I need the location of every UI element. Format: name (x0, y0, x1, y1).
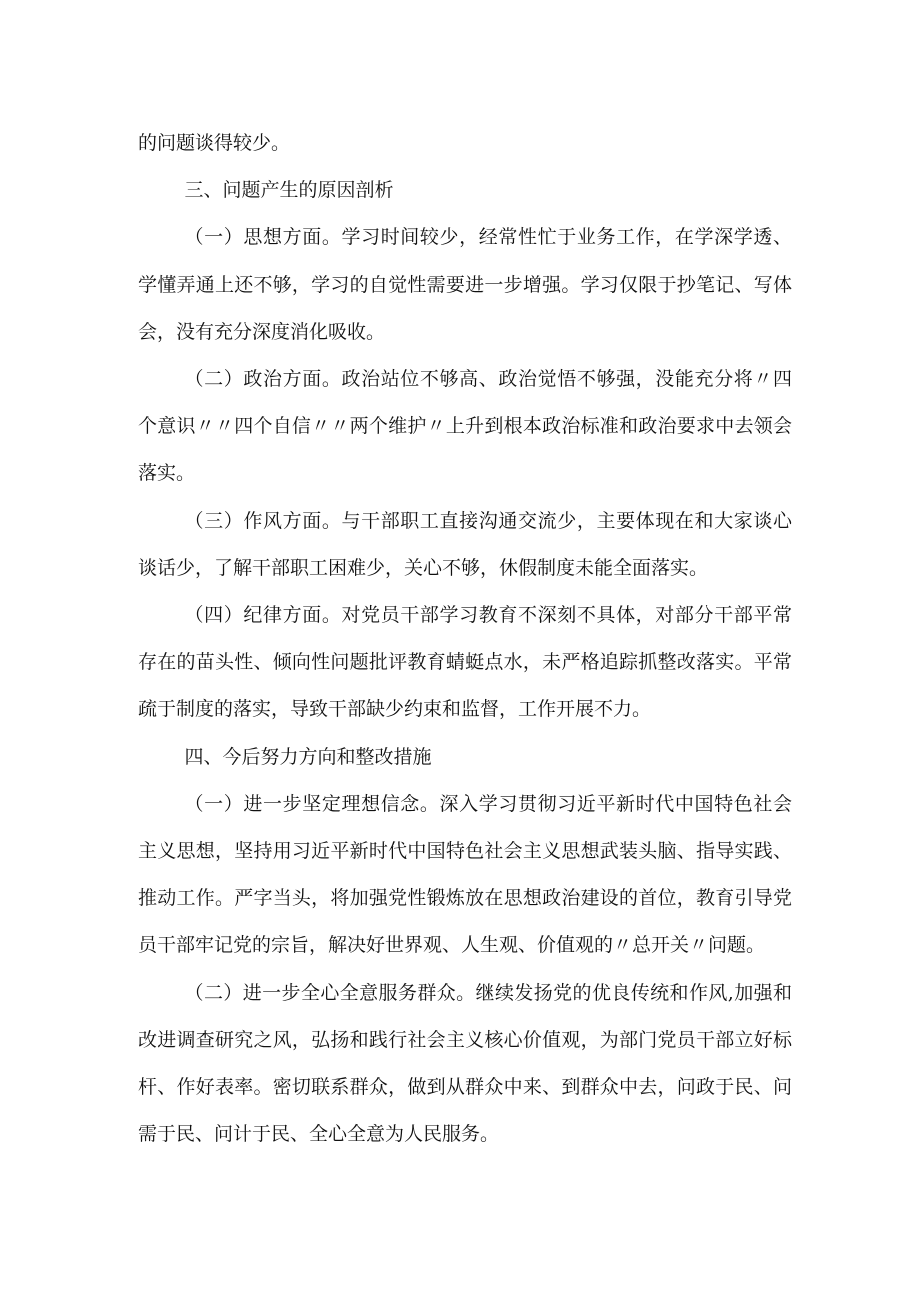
paragraph-ideals: （一）进一步坚定理想信念。深入学习贯彻习近平新时代中国特色社会主义思想，坚持用习近平新时代中国特色社会主义思想武装头脑、指导实践、推动工作。严字当头，将加强党性锻炼放在思想政治建设的首位，教育引导党员干部牢记党的宗旨，解决好世界观、人生观、价值观的〃总开关〃问题。 (138, 792, 792, 957)
section-heading-causes: 三、问题产生的原因剖析 (184, 179, 394, 202)
paragraph-thought: （一）思想方面。学习时间较少，经常性忙于业务工作，在学深学透、学懂弄通上还不够，学习的自觉性需要进一步增强。学习仅限于抄笔记、写体会，没有充分深度消化吸收。 (138, 226, 792, 343)
paragraph-discipline: （四）纪律方面。对党员干部学习教育不深刻不具体，对部分干部平常存在的苗头性、倾向性问题批评教育蜻蜓点水，未严格追踪抓整改落实。平常疏于制度的落实，导致干部缺少约束和监督，工作开展不力。 (138, 604, 792, 721)
paragraph-continuation: 的问题谈得较少。 (138, 132, 291, 154)
paragraph-politics: （二）政治方面。政治站位不够高、政治觉悟不够强，没能充分将〃四个意识〃〃四个自信〃〃两个维护〃上升到根本政治标准和政治要求中去领会落实。 (138, 368, 792, 485)
document-body (138, 120, 792, 1158)
section-heading-measures: 四、今后努力方向和整改措施 (184, 745, 432, 768)
paragraph-style: （三）作风方面。与干部职工直接沟通交流少，主要体现在和大家谈心谈话少，了解干部职工困难少，关心不够，休假制度未能全面落实。 (138, 509, 792, 579)
paragraph-service: （二）进一步全心全意服务群众。继续发扬党的优良传统和作风,加强和改进调查研究之风，弘扬和践行社会主义核心价值观，为部门党员干部立好标杆、作好表率。密切联系群众，做到从群众中来、到群众中去，问政于民、问需于民、问计于民、全心全意为人民服务。 (138, 981, 792, 1146)
